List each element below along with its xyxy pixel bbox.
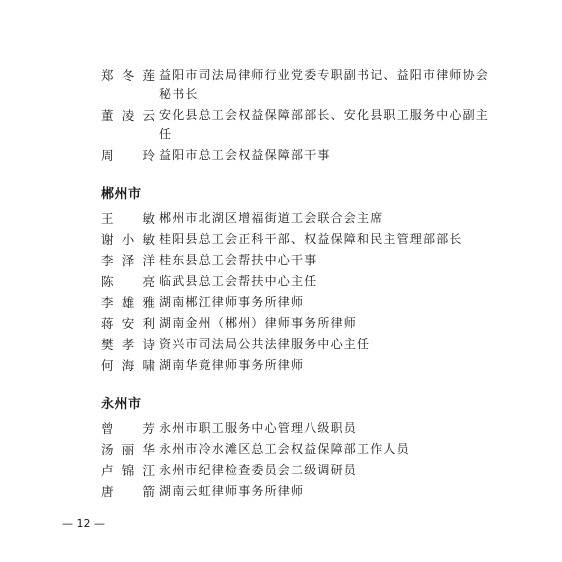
person-name: 唐 箭 <box>101 484 155 499</box>
person-role: 永州市冷水滩区总工会权益保障部工作人员 <box>159 442 410 456</box>
person-name: 周 玲 <box>101 148 155 163</box>
person-role: 湖南华竟律师事务所律师 <box>159 358 305 372</box>
list-item <box>101 356 501 375</box>
list-item <box>101 314 501 333</box>
person-role: 湖南云虹律师事务所律师 <box>159 484 305 498</box>
person-role: 益阳市总工会权益保障部干事 <box>159 148 331 162</box>
section-heading: 郴州市 <box>101 187 142 202</box>
person-name: 何海啸 <box>101 358 155 373</box>
list-item <box>101 209 501 228</box>
person-role: 安化县总工会权益保障部部长、安化县职工服务中心副主任 <box>159 108 490 141</box>
person-name: 卢锦江 <box>101 463 155 478</box>
person-name: 陈 亮 <box>101 274 155 289</box>
person-name: 蒋安利 <box>101 316 155 331</box>
person-name: 曾 芳 <box>101 421 155 436</box>
list-item <box>101 251 501 270</box>
person-role: 桂阳县总工会正科干部、权益保障和民主管理部部长 <box>159 232 463 246</box>
person-name: 董凌云 <box>101 108 155 123</box>
list-item <box>101 230 501 249</box>
list-item <box>101 293 501 312</box>
list-item <box>101 146 501 165</box>
list-item <box>101 482 501 501</box>
list-item <box>101 66 501 104</box>
list-item <box>101 106 501 144</box>
section-yongzhou <box>101 395 501 501</box>
section-heading: 永州市 <box>101 397 142 412</box>
person-name: 李雄雅 <box>101 295 155 310</box>
list-item <box>101 272 501 291</box>
list-item <box>101 335 501 354</box>
person-name: 王 敏 <box>101 211 155 226</box>
person-name: 谢小敏 <box>101 232 155 247</box>
person-name: 郑冬莲 <box>101 68 155 83</box>
person-role: 益阳市司法局律师行业党委专职副书记、益阳市律师协会秘书长 <box>159 68 490 101</box>
list-item <box>101 461 501 480</box>
person-role: 郴州市北湖区增福街道工会联合会主席 <box>159 211 384 225</box>
personnel-list <box>101 66 501 501</box>
person-role: 临武县总工会帮扶中心主任 <box>159 274 318 288</box>
person-role: 永州市纪律检查委员会二级调研员 <box>159 463 358 477</box>
list-item <box>101 419 501 438</box>
person-role: 资兴市司法局公共法律服务中心主任 <box>159 337 371 351</box>
section-chenzhou <box>101 185 501 375</box>
section-yiyang-continued <box>101 66 501 165</box>
person-name: 李泽洋 <box>101 253 155 268</box>
person-role: 桂东县总工会帮扶中心干事 <box>159 253 318 267</box>
person-role: 湖南郴江律师事务所律师 <box>159 295 305 309</box>
list-item <box>101 440 501 459</box>
page-number: — 12 — <box>62 517 105 530</box>
person-name: 樊孝诗 <box>101 337 155 352</box>
person-role: 永州市职工服务中心管理八级职员 <box>159 421 358 435</box>
person-role: 湖南金州（郴州）律师事务所律师 <box>159 316 358 330</box>
person-name: 汤丽华 <box>101 442 155 457</box>
